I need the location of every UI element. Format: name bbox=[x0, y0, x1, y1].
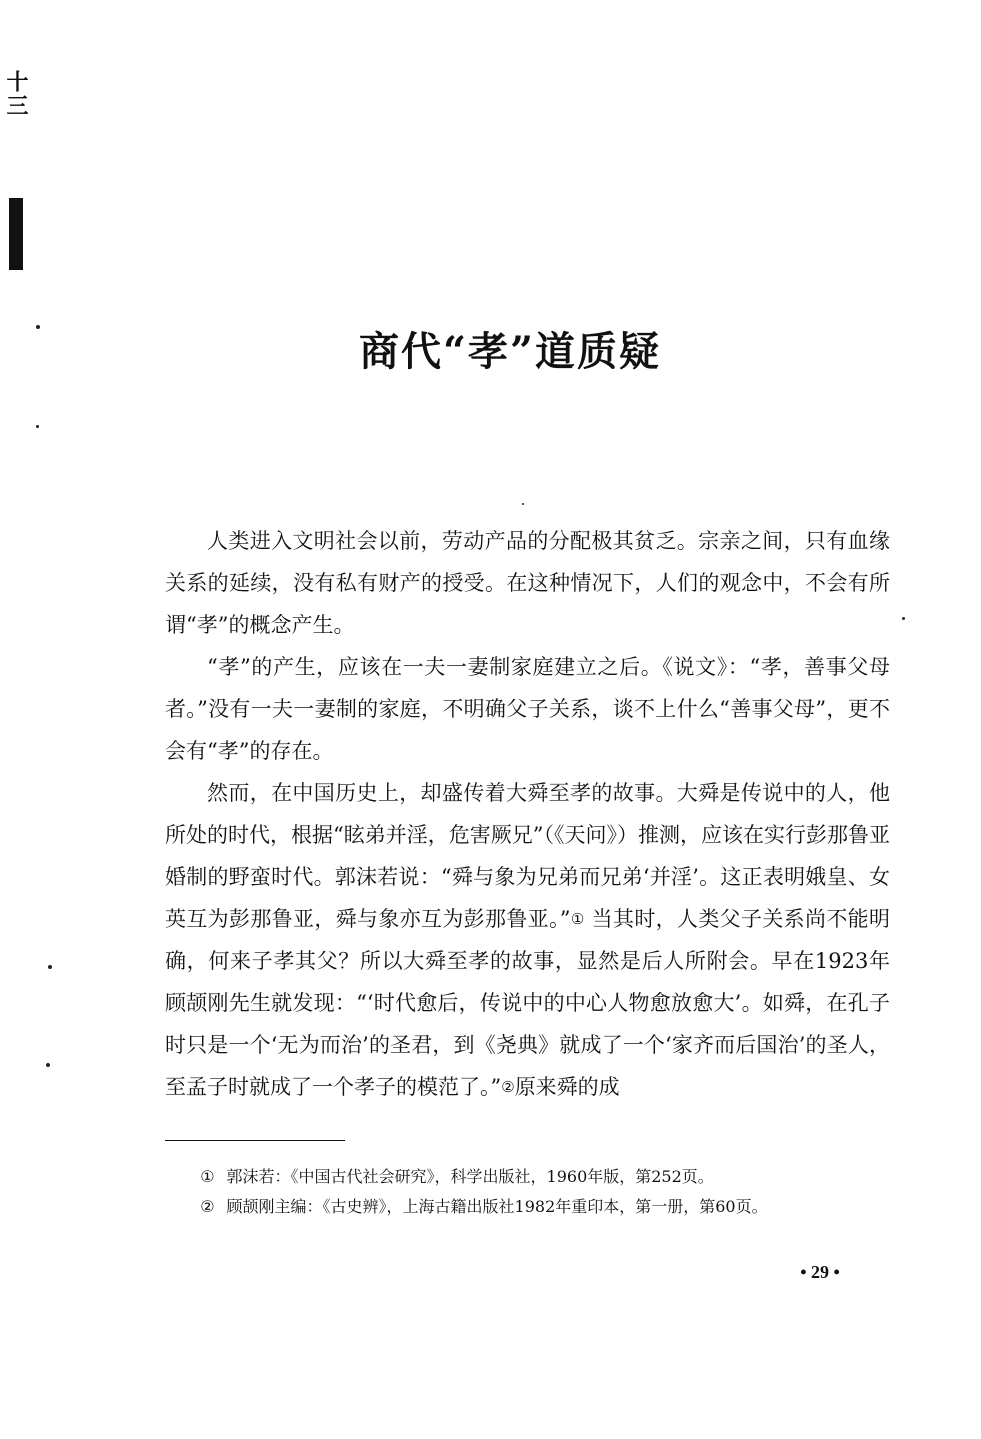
paragraph-1: 人类进入文明社会以前，劳动产品的分配极其贫乏。宗亲之间，只有血缘关系的延续，没有私有财产的授受。在这种情况下，人们的观念中，不会有所谓“孝”的概念产生。 bbox=[165, 529, 890, 637]
paragraph-3-part-3: 原来舜的成 bbox=[514, 1075, 620, 1099]
footnotes bbox=[165, 1162, 890, 1222]
footnote-divider bbox=[165, 1140, 345, 1141]
chapter-title: 商代“孝”道质疑 bbox=[358, 328, 661, 375]
scan-speck bbox=[36, 325, 40, 329]
scan-speck bbox=[36, 425, 39, 428]
footnote-2-text: 顾颉刚主编：《古史辨》，上海古籍出版社1982年重印本，第一册，第60页。 bbox=[226, 1197, 768, 1216]
paragraph-2: “孝”的产生，应该在一夫一妻制家庭建立之后。《说文》：“孝，善事父母者。”没有一夫一妻制的家庭，不明确父子关系，谈不上什么“善事父母”，更不会有“孝”的存在。 bbox=[165, 655, 890, 763]
scan-speck bbox=[902, 617, 905, 620]
page-number: • 29 • bbox=[800, 1262, 840, 1282]
body-text bbox=[165, 520, 890, 1108]
paragraph-3-part-2: 当其时，人类父子关系尚不能明确，何来子孝其父？所以大舜至孝的故事，显然是后人所附会。早在1923年顾颉刚先生就发现：“‘时代愈后，传说中的中心人物愈放愈大’。如舜，在孔子时只是一个‘无为而治’的圣君，到《尧典》就成了一个‘家齐而后国治’的圣人，至孟子时就成了一个孝子的模范了。” bbox=[165, 907, 890, 1099]
footnote-ref-1[interactable]: ① bbox=[570, 910, 585, 928]
scan-speck bbox=[48, 965, 52, 969]
section-marker: 十三 bbox=[3, 70, 29, 118]
scan-speck bbox=[522, 503, 524, 505]
scan-speck bbox=[46, 1063, 50, 1067]
footnote-1-text: 郭沫若：《中国古代社会研究》，科学出版社，1960年版，第252页。 bbox=[226, 1167, 714, 1186]
side-tab-bar bbox=[9, 198, 23, 270]
footnote-1 bbox=[165, 1162, 890, 1192]
footnote-1-number: ① bbox=[200, 1167, 215, 1186]
footnote-2 bbox=[165, 1192, 890, 1222]
paragraph-3 bbox=[165, 772, 890, 1108]
paragraph-3-part-1: 然而，在中国历史上，却盛传着大舜至孝的故事。大舜是传说中的人，他所处的时代，根据“眩弟并淫，危害厥兄”（《天问》）推测，应该在实行彭那鲁亚婚制的野蛮时代。郭沫若说：“舜与象为兄弟而兄弟‘并淫’。这正表明娥皇、女英互为彭那鲁亚，舜与象亦互为彭那鲁亚。” bbox=[165, 781, 890, 931]
footnote-ref-2[interactable]: ② bbox=[501, 1078, 515, 1096]
footnote-2-number: ② bbox=[200, 1197, 215, 1216]
